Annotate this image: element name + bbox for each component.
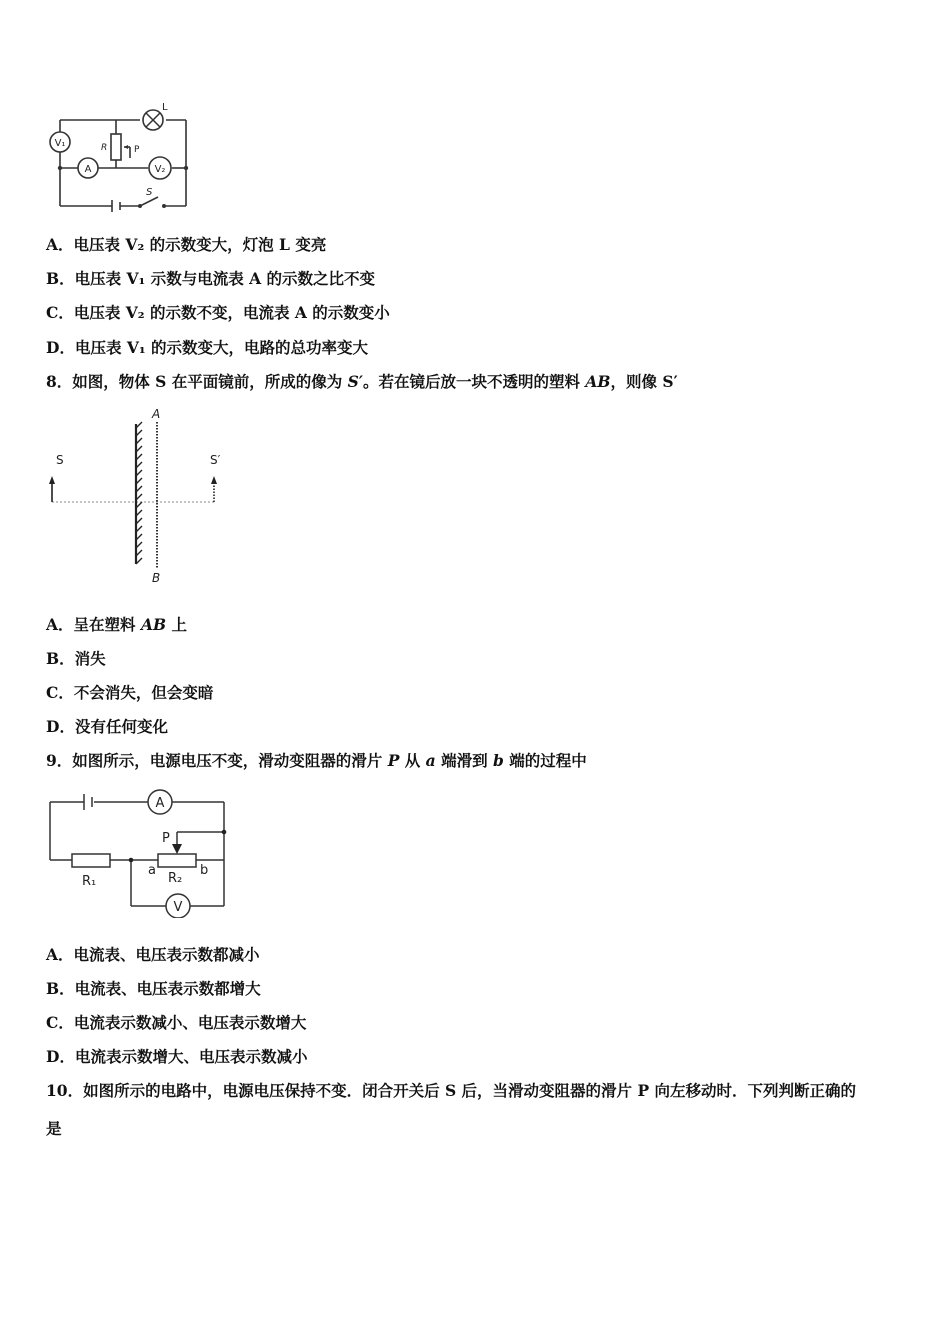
slider-label: P <box>134 145 140 155</box>
q8-option-c: C．不会消失，但会变暗 <box>46 683 214 702</box>
q8-option-a <box>46 615 187 635</box>
q9-r1-label: R₁ <box>82 874 97 889</box>
q8-stem <box>46 372 678 392</box>
q8-option-a-suffix: 上 <box>166 615 187 634</box>
q8-stem-part1: 8．如图，物体 S 在平面镜前，所成的像为 <box>46 372 348 391</box>
v1-label: V₁ <box>54 138 66 149</box>
switch-label: S <box>146 187 153 198</box>
q9-option-d: D．电流表示数增大、电压表示数减小 <box>46 1047 308 1066</box>
q9-r2-label: R₂ <box>168 871 183 886</box>
q9-stem-part2: 从 <box>399 751 426 770</box>
q10-stem-line1: 10．如图所示的电路中，电源电压保持不变．闭合开关后 S 后，当滑动变阻器的滑片 P 向左移动时．下列判断正确的 <box>46 1081 857 1100</box>
q7-option-b: B．电压表 V₁ 示数与电流表 A 的示数之比不变 <box>46 269 376 288</box>
q9-stem <box>46 751 587 771</box>
q9-ammeter <box>148 790 172 814</box>
q8-option-d: D．没有任何变化 <box>46 717 168 736</box>
q8-option-b: B．消失 <box>46 649 106 668</box>
q9-stem-part4: 端的过程中 <box>503 751 587 770</box>
q7-voltmeter-v1 <box>50 132 70 152</box>
q8-label-s: S <box>56 453 64 467</box>
q7-option-d: D．电压表 V₁ 的示数变大，电路的总功率变大 <box>46 338 369 357</box>
q8-label-a: A <box>152 407 161 421</box>
q9-option-b: B．电流表、电压表示数都增大 <box>46 979 261 998</box>
q8-image-arrow <box>211 476 217 502</box>
q9-a-label: a <box>148 863 156 878</box>
q9-stem-part3: 端滑到 <box>435 751 493 770</box>
q8-option-a-ab: AB <box>140 615 167 634</box>
q8-stem-part3: ，则像 S′ <box>610 372 678 391</box>
q8-plane-mirror <box>136 422 142 564</box>
q8-object-arrow <box>49 476 55 502</box>
q7-circuit-diagram <box>40 100 200 218</box>
q8-mirror-diagram <box>40 402 240 590</box>
q9-stem-end-a: a <box>425 751 436 770</box>
lamp-label: L <box>162 102 168 113</box>
q9-option-a: A．电流表、电压表示数都减小 <box>46 945 260 964</box>
q9-option-c: C．电流表示数减小、电压表示数增大 <box>46 1013 307 1032</box>
q10-stem-line2: 是 <box>46 1119 62 1138</box>
q9-stem-part1: 9．如图所示，电源电压不变，滑动变阻器的滑片 <box>46 751 388 770</box>
q8-stem-image-label: S′ <box>347 372 363 391</box>
q7-voltmeter-v2 <box>149 157 171 179</box>
q7-ammeter <box>78 158 98 178</box>
q9-ammeter-label: A <box>155 796 165 811</box>
resistor-label: R <box>101 143 108 153</box>
q9-stem-slider: P <box>387 751 400 770</box>
q8-stem-plastic-label: AB <box>585 372 611 391</box>
q9-circuit-diagram <box>40 784 240 918</box>
q7-lamp <box>143 110 163 130</box>
q8-label-s-image: S′ <box>210 453 221 467</box>
q8-label-b: B <box>152 571 161 585</box>
q9-b-label: b <box>200 863 209 878</box>
ammeter-label: A <box>84 164 92 175</box>
q9-stem-end-b: b <box>492 751 504 770</box>
q8-stem-part2: 。若在镜后放一块不透明的塑料 <box>362 372 586 391</box>
q8-option-a-prefix: A．呈在塑料 <box>46 615 141 634</box>
q7-option-c: C．电压表 V₂ 的示数不变，电流表 A 的示数变小 <box>46 303 390 322</box>
v2-label: V₂ <box>154 164 166 175</box>
q9-voltmeter <box>166 894 190 918</box>
q7-option-a: A．电压表 V₂ 的示数变大，灯泡 L 变亮 <box>46 235 327 254</box>
q9-slider-label: P <box>162 831 170 846</box>
q9-voltmeter-label: V <box>173 900 183 915</box>
